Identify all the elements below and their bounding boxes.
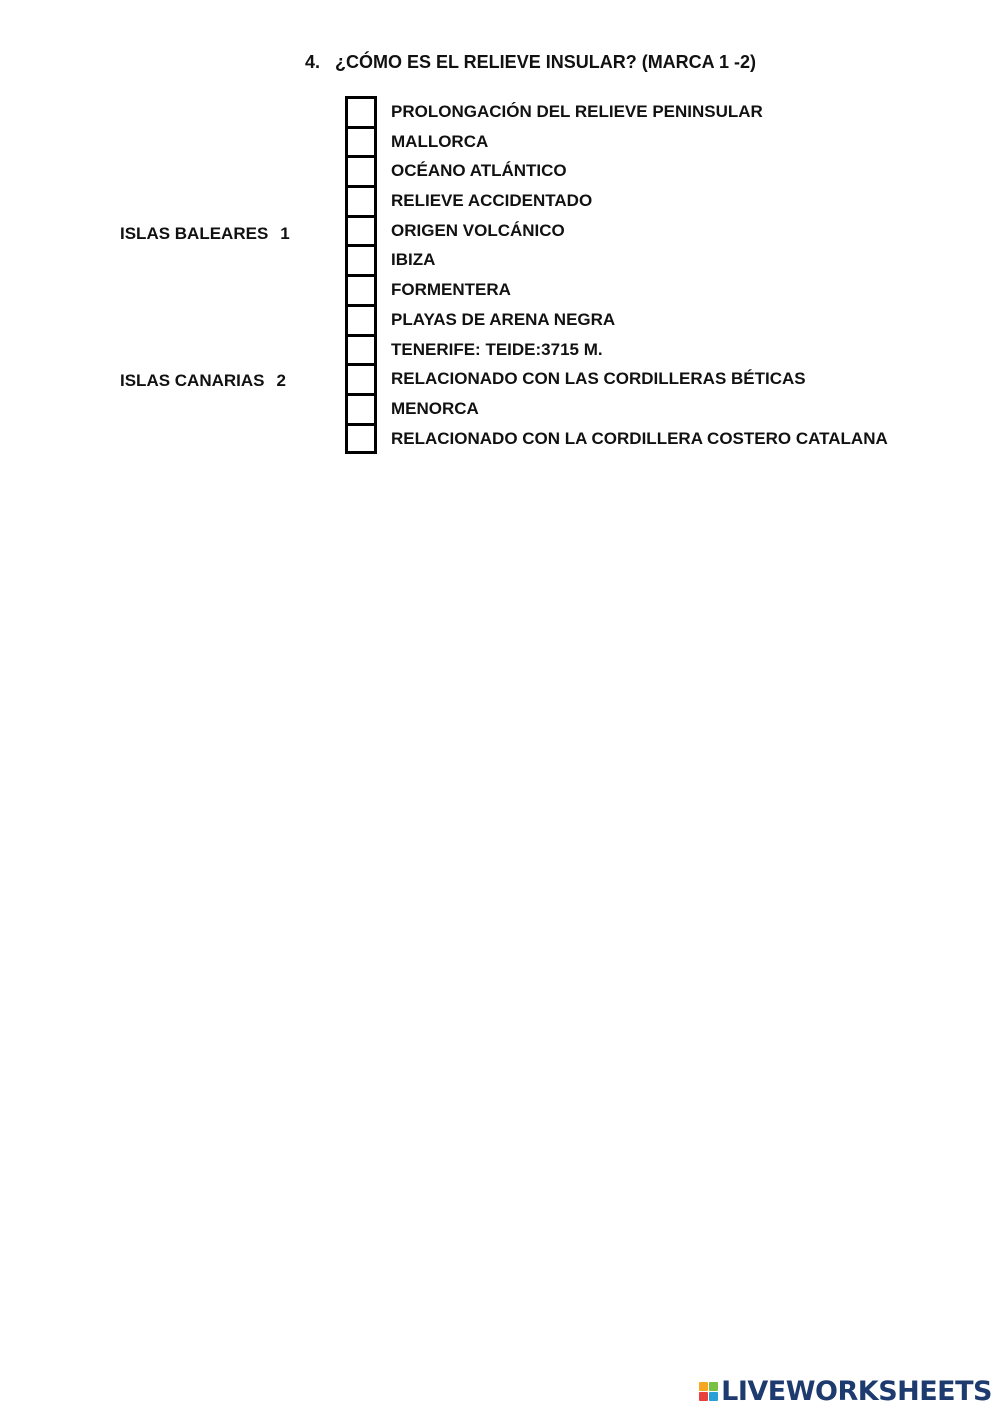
answer-label: RELACIONADO CON LAS CORDILLERAS BÉTICAS	[391, 369, 806, 389]
answer-label: PLAYAS DE ARENA NEGRA	[391, 309, 616, 329]
answer-label: PROLONGACIÓN DEL RELIEVE PENINSULAR	[391, 102, 763, 121]
answer-label: RELACIONADO CON LA CORDILLERA COSTERO CATALANA	[391, 428, 888, 448]
question-number: 4.	[305, 52, 321, 72]
logo-square-i	[709, 1382, 718, 1391]
logo-square-v	[699, 1392, 708, 1401]
answer-input-box[interactable]	[345, 274, 377, 304]
liveworksheets-logo	[699, 1376, 992, 1407]
legend-item-baleares	[120, 224, 290, 244]
answer-label: IBIZA	[391, 250, 436, 270]
liveworksheets-logo-icon	[699, 1382, 718, 1401]
legend-label: ISLAS CANARIAS	[120, 371, 265, 390]
question-title	[305, 52, 756, 73]
legend-label: ISLAS BALEARES	[120, 224, 269, 243]
answer-label: TENERIFE: TEIDE:3715 M.	[391, 339, 603, 359]
answer-input-box[interactable]	[345, 96, 377, 126]
answer-input-box[interactable]	[345, 215, 377, 245]
answer-label: ORIGEN VOLCÁNICO	[391, 220, 565, 240]
legend-value: 1	[280, 224, 290, 243]
answer-label: RELIEVE ACCIDENTADO	[391, 191, 593, 211]
answer-input-box[interactable]	[345, 155, 377, 185]
answer-input-box[interactable]	[345, 244, 377, 274]
answer-input-box[interactable]	[345, 304, 377, 334]
logo-square-e	[709, 1392, 718, 1401]
answer-label: MALLORCA	[391, 131, 489, 151]
logo-square-l	[699, 1382, 708, 1391]
answer-input-box[interactable]	[345, 423, 377, 454]
legend-item-canarias	[120, 371, 286, 391]
answer-label: OCÉANO ATLÁNTICO	[391, 161, 567, 181]
question-text: ¿CÓMO ES EL RELIEVE INSULAR? (MARCA 1 -2)	[335, 52, 757, 72]
brand-name: LIVEWORKSHEETS	[721, 1376, 992, 1407]
legend-value: 2	[276, 371, 286, 390]
answer-label: FORMENTERA	[391, 280, 511, 300]
answer-input-box[interactable]	[345, 363, 377, 393]
answer-label: MENORCA	[391, 398, 479, 418]
answer-input-box[interactable]	[345, 393, 377, 423]
answer-input-box[interactable]	[345, 334, 377, 364]
answer-input-box[interactable]	[345, 185, 377, 215]
answer-input-box[interactable]	[345, 126, 377, 156]
